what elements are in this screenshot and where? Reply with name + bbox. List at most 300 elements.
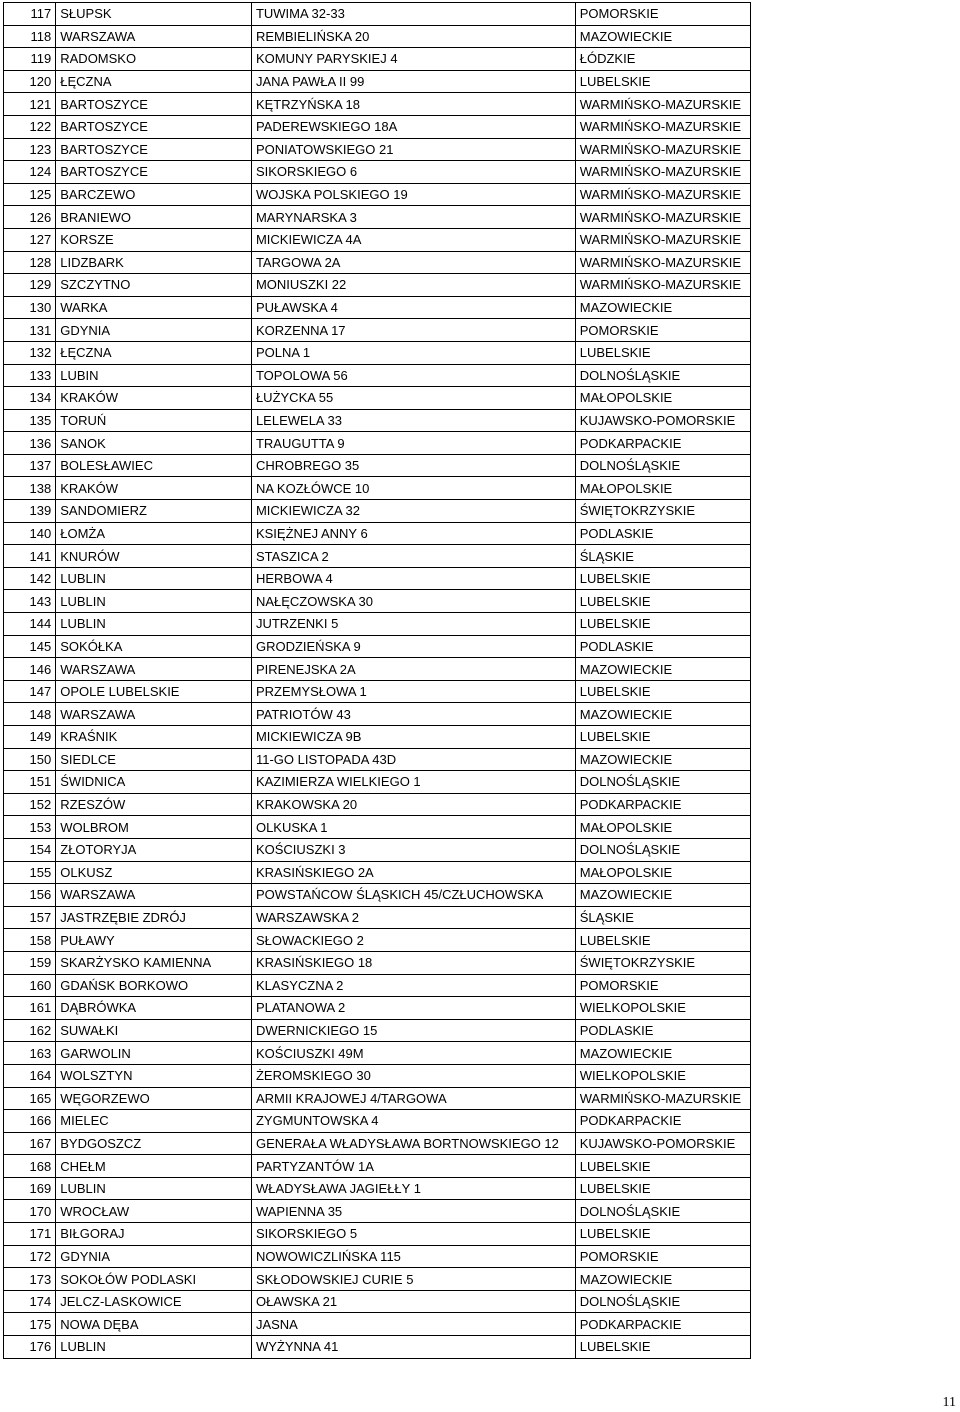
row-number-cell: 122 bbox=[4, 115, 56, 138]
city-cell: NOWA DĘBA bbox=[56, 1313, 252, 1336]
table-row bbox=[4, 1019, 751, 1042]
table-row bbox=[4, 1245, 751, 1268]
row-number-cell: 120 bbox=[4, 70, 56, 93]
voivodeship-cell: MAZOWIECKIE bbox=[575, 703, 750, 726]
row-number-cell: 119 bbox=[4, 48, 56, 71]
row-number-cell: 124 bbox=[4, 161, 56, 184]
table-row bbox=[4, 1313, 751, 1336]
row-number-cell: 160 bbox=[4, 974, 56, 997]
voivodeship-cell: WIELKOPOLSKIE bbox=[575, 1064, 750, 1087]
city-cell: KRAŚNIK bbox=[56, 726, 252, 749]
city-cell: SŁUPSK bbox=[56, 3, 252, 26]
voivodeship-cell: DOLNOŚLĄSKIE bbox=[575, 838, 750, 861]
city-cell: TORUŃ bbox=[56, 409, 252, 432]
city-cell: WOLBROM bbox=[56, 816, 252, 839]
city-cell: BARTOSZYCE bbox=[56, 115, 252, 138]
street-address-cell: NAŁĘCZOWSKA 30 bbox=[251, 590, 575, 613]
row-number-cell: 170 bbox=[4, 1200, 56, 1223]
street-address-cell: KRASIŃSKIEGO 2A bbox=[251, 861, 575, 884]
city-cell: LUBLIN bbox=[56, 613, 252, 636]
table-row bbox=[4, 1087, 751, 1110]
city-cell: WARSZAWA bbox=[56, 703, 252, 726]
row-number-cell: 174 bbox=[4, 1290, 56, 1313]
table-row bbox=[4, 793, 751, 816]
city-cell: BOLESŁAWIEC bbox=[56, 454, 252, 477]
table-row bbox=[4, 1155, 751, 1178]
street-address-cell: KOŚCIUSZKI 49M bbox=[251, 1042, 575, 1065]
row-number-cell: 135 bbox=[4, 409, 56, 432]
table-row bbox=[4, 25, 751, 48]
city-cell: RADOMSKO bbox=[56, 48, 252, 71]
table-row bbox=[4, 680, 751, 703]
table-row bbox=[4, 590, 751, 613]
street-address-cell: OŁAWSKA 21 bbox=[251, 1290, 575, 1313]
row-number-cell: 139 bbox=[4, 500, 56, 523]
city-cell: SANDOMIERZ bbox=[56, 500, 252, 523]
table-row bbox=[4, 838, 751, 861]
locations-table bbox=[3, 2, 751, 1359]
city-cell: BARCZEWO bbox=[56, 183, 252, 206]
voivodeship-cell: KUJAWSKO-POMORSKIE bbox=[575, 409, 750, 432]
row-number-cell: 149 bbox=[4, 726, 56, 749]
voivodeship-cell: WARMIŃSKO-MAZURSKIE bbox=[575, 138, 750, 161]
row-number-cell: 121 bbox=[4, 93, 56, 116]
table-row bbox=[4, 1064, 751, 1087]
row-number-cell: 156 bbox=[4, 884, 56, 907]
row-number-cell: 168 bbox=[4, 1155, 56, 1178]
street-address-cell: WAPIENNA 35 bbox=[251, 1200, 575, 1223]
table-row bbox=[4, 477, 751, 500]
street-address-cell: GRODZIEŃSKA 9 bbox=[251, 635, 575, 658]
row-number-cell: 148 bbox=[4, 703, 56, 726]
voivodeship-cell: LUBELSKIE bbox=[575, 613, 750, 636]
street-address-cell: STASZICA 2 bbox=[251, 545, 575, 568]
row-number-cell: 117 bbox=[4, 3, 56, 26]
row-number-cell: 138 bbox=[4, 477, 56, 500]
voivodeship-cell: WARMIŃSKO-MAZURSKIE bbox=[575, 206, 750, 229]
city-cell: BIŁGORAJ bbox=[56, 1223, 252, 1246]
table-row bbox=[4, 387, 751, 410]
voivodeship-cell: LUBELSKIE bbox=[575, 590, 750, 613]
city-cell: BYDGOSZCZ bbox=[56, 1132, 252, 1155]
table-row bbox=[4, 1200, 751, 1223]
voivodeship-cell: LUBELSKIE bbox=[575, 1336, 750, 1359]
city-cell: WARKA bbox=[56, 296, 252, 319]
row-number-cell: 118 bbox=[4, 25, 56, 48]
street-address-cell: KRASIŃSKIEGO 18 bbox=[251, 951, 575, 974]
street-address-cell: MICKIEWICZA 9B bbox=[251, 726, 575, 749]
table-row bbox=[4, 884, 751, 907]
row-number-cell: 155 bbox=[4, 861, 56, 884]
city-cell: OPOLE LUBELSKIE bbox=[56, 680, 252, 703]
table-row bbox=[4, 658, 751, 681]
city-cell: WOLSZTYN bbox=[56, 1064, 252, 1087]
row-number-cell: 173 bbox=[4, 1268, 56, 1291]
street-address-cell: KORZENNA 17 bbox=[251, 319, 575, 342]
city-cell: ŁĘCZNA bbox=[56, 70, 252, 93]
table-row bbox=[4, 319, 751, 342]
city-cell: GARWOLIN bbox=[56, 1042, 252, 1065]
city-cell: KRAKÓW bbox=[56, 477, 252, 500]
city-cell: KNURÓW bbox=[56, 545, 252, 568]
row-number-cell: 140 bbox=[4, 522, 56, 545]
voivodeship-cell: KUJAWSKO-POMORSKIE bbox=[575, 1132, 750, 1155]
city-cell: JASTRZĘBIE ZDRÓJ bbox=[56, 906, 252, 929]
voivodeship-cell: POMORSKIE bbox=[575, 3, 750, 26]
street-address-cell: CHROBREGO 35 bbox=[251, 454, 575, 477]
table-row bbox=[4, 613, 751, 636]
table-row bbox=[4, 1042, 751, 1065]
city-cell: LUBIN bbox=[56, 364, 252, 387]
table-row bbox=[4, 748, 751, 771]
table-row bbox=[4, 432, 751, 455]
city-cell: SANOK bbox=[56, 432, 252, 455]
row-number-cell: 152 bbox=[4, 793, 56, 816]
row-number-cell: 129 bbox=[4, 274, 56, 297]
table-row bbox=[4, 1268, 751, 1291]
table-row bbox=[4, 635, 751, 658]
street-address-cell: ŻEROMSKIEGO 30 bbox=[251, 1064, 575, 1087]
voivodeship-cell: PODKARPACKIE bbox=[575, 1313, 750, 1336]
city-cell: ŁOMŻA bbox=[56, 522, 252, 545]
row-number-cell: 171 bbox=[4, 1223, 56, 1246]
voivodeship-cell: POMORSKIE bbox=[575, 319, 750, 342]
street-address-cell: WŁADYSŁAWA JAGIEŁŁY 1 bbox=[251, 1177, 575, 1200]
row-number-cell: 158 bbox=[4, 929, 56, 952]
row-number-cell: 137 bbox=[4, 454, 56, 477]
street-address-cell: SIKORSKIEGO 5 bbox=[251, 1223, 575, 1246]
city-cell: JELCZ-LASKOWICE bbox=[56, 1290, 252, 1313]
street-address-cell: WARSZAWSKA 2 bbox=[251, 906, 575, 929]
city-cell: SOKOŁÓW PODLASKI bbox=[56, 1268, 252, 1291]
voivodeship-cell: DOLNOŚLĄSKIE bbox=[575, 1290, 750, 1313]
row-number-cell: 146 bbox=[4, 658, 56, 681]
row-number-cell: 175 bbox=[4, 1313, 56, 1336]
city-cell: GDYNIA bbox=[56, 319, 252, 342]
voivodeship-cell: DOLNOŚLĄSKIE bbox=[575, 1200, 750, 1223]
table-row bbox=[4, 274, 751, 297]
street-address-cell: ARMII KRAJOWEJ 4/TARGOWA bbox=[251, 1087, 575, 1110]
row-number-cell: 176 bbox=[4, 1336, 56, 1359]
table-row bbox=[4, 3, 751, 26]
table-row bbox=[4, 1290, 751, 1313]
city-cell: WARSZAWA bbox=[56, 658, 252, 681]
city-cell: SKARŻYSKO KAMIENNA bbox=[56, 951, 252, 974]
table-row bbox=[4, 816, 751, 839]
street-address-cell: SŁOWACKIEGO 2 bbox=[251, 929, 575, 952]
voivodeship-cell: ŁÓDZKIE bbox=[575, 48, 750, 71]
voivodeship-cell: MAZOWIECKIE bbox=[575, 296, 750, 319]
row-number-cell: 127 bbox=[4, 228, 56, 251]
row-number-cell: 147 bbox=[4, 680, 56, 703]
table-row bbox=[4, 296, 751, 319]
voivodeship-cell: MAZOWIECKIE bbox=[575, 1268, 750, 1291]
street-address-cell: PADEREWSKIEGO 18A bbox=[251, 115, 575, 138]
voivodeship-cell: MAZOWIECKIE bbox=[575, 748, 750, 771]
row-number-cell: 167 bbox=[4, 1132, 56, 1155]
city-cell: SIEDLCE bbox=[56, 748, 252, 771]
voivodeship-cell: DOLNOŚLĄSKIE bbox=[575, 364, 750, 387]
city-cell: SOKÓŁKA bbox=[56, 635, 252, 658]
voivodeship-cell: MAŁOPOLSKIE bbox=[575, 477, 750, 500]
voivodeship-cell: PODKARPACKIE bbox=[575, 432, 750, 455]
voivodeship-cell: POMORSKIE bbox=[575, 974, 750, 997]
voivodeship-cell: ŚWIĘTOKRZYSKIE bbox=[575, 500, 750, 523]
table-row bbox=[4, 1132, 751, 1155]
city-cell: BARTOSZYCE bbox=[56, 161, 252, 184]
street-address-cell: 11-GO LISTOPADA 43D bbox=[251, 748, 575, 771]
street-address-cell: KLASYCZNA 2 bbox=[251, 974, 575, 997]
voivodeship-cell: PODKARPACKIE bbox=[575, 1110, 750, 1133]
street-address-cell: MICKIEWICZA 4A bbox=[251, 228, 575, 251]
table-row bbox=[4, 454, 751, 477]
table-row bbox=[4, 974, 751, 997]
table-row bbox=[4, 703, 751, 726]
row-number-cell: 123 bbox=[4, 138, 56, 161]
city-cell: SUWAŁKI bbox=[56, 1019, 252, 1042]
voivodeship-cell: LUBELSKIE bbox=[575, 726, 750, 749]
city-cell: KRAKÓW bbox=[56, 387, 252, 410]
row-number-cell: 163 bbox=[4, 1042, 56, 1065]
table-row bbox=[4, 929, 751, 952]
table-row bbox=[4, 228, 751, 251]
row-number-cell: 145 bbox=[4, 635, 56, 658]
table-row bbox=[4, 251, 751, 274]
row-number-cell: 141 bbox=[4, 545, 56, 568]
street-address-cell: TRAUGUTTA 9 bbox=[251, 432, 575, 455]
city-cell: PUŁAWY bbox=[56, 929, 252, 952]
table-row bbox=[4, 93, 751, 116]
row-number-cell: 159 bbox=[4, 951, 56, 974]
street-address-cell: JANA PAWŁA II 99 bbox=[251, 70, 575, 93]
row-number-cell: 172 bbox=[4, 1245, 56, 1268]
voivodeship-cell: WARMIŃSKO-MAZURSKIE bbox=[575, 93, 750, 116]
table-row bbox=[4, 1223, 751, 1246]
street-address-cell: PATRIOTÓW 43 bbox=[251, 703, 575, 726]
voivodeship-cell: WIELKOPOLSKIE bbox=[575, 997, 750, 1020]
row-number-cell: 143 bbox=[4, 590, 56, 613]
street-address-cell: POLNA 1 bbox=[251, 341, 575, 364]
street-address-cell: KĘTRZYŃSKA 18 bbox=[251, 93, 575, 116]
street-address-cell: KSIĘŻNEJ ANNY 6 bbox=[251, 522, 575, 545]
table-row bbox=[4, 500, 751, 523]
voivodeship-cell: MAZOWIECKIE bbox=[575, 884, 750, 907]
row-number-cell: 125 bbox=[4, 183, 56, 206]
voivodeship-cell: ŚLĄSKIE bbox=[575, 545, 750, 568]
voivodeship-cell: WARMIŃSKO-MAZURSKIE bbox=[575, 115, 750, 138]
table-row bbox=[4, 364, 751, 387]
voivodeship-cell: LUBELSKIE bbox=[575, 929, 750, 952]
street-address-cell: TARGOWA 2A bbox=[251, 251, 575, 274]
voivodeship-cell: ŚLĄSKIE bbox=[575, 906, 750, 929]
street-address-cell: KOŚCIUSZKI 3 bbox=[251, 838, 575, 861]
row-number-cell: 134 bbox=[4, 387, 56, 410]
city-cell: LUBLIN bbox=[56, 567, 252, 590]
street-address-cell: LELEWELA 33 bbox=[251, 409, 575, 432]
row-number-cell: 128 bbox=[4, 251, 56, 274]
table-row bbox=[4, 161, 751, 184]
table-row bbox=[4, 545, 751, 568]
city-cell: WROCŁAW bbox=[56, 1200, 252, 1223]
row-number-cell: 162 bbox=[4, 1019, 56, 1042]
voivodeship-cell: WARMIŃSKO-MAZURSKIE bbox=[575, 183, 750, 206]
voivodeship-cell: WARMIŃSKO-MAZURSKIE bbox=[575, 251, 750, 274]
locations-table-body bbox=[4, 3, 751, 1359]
city-cell: DĄBRÓWKA bbox=[56, 997, 252, 1020]
voivodeship-cell: WARMIŃSKO-MAZURSKIE bbox=[575, 1087, 750, 1110]
row-number-cell: 157 bbox=[4, 906, 56, 929]
street-address-cell: MICKIEWICZA 32 bbox=[251, 500, 575, 523]
voivodeship-cell: LUBELSKIE bbox=[575, 341, 750, 364]
table-row bbox=[4, 1110, 751, 1133]
voivodeship-cell: WARMIŃSKO-MAZURSKIE bbox=[575, 161, 750, 184]
table-row bbox=[4, 1177, 751, 1200]
street-address-cell: NA KOZŁÓWCE 10 bbox=[251, 477, 575, 500]
city-cell: LUBLIN bbox=[56, 1336, 252, 1359]
row-number-cell: 151 bbox=[4, 771, 56, 794]
voivodeship-cell: DOLNOŚLĄSKIE bbox=[575, 771, 750, 794]
voivodeship-cell: ŚWIĘTOKRZYSKIE bbox=[575, 951, 750, 974]
city-cell: LUBLIN bbox=[56, 1177, 252, 1200]
row-number-cell: 164 bbox=[4, 1064, 56, 1087]
city-cell: BARTOSZYCE bbox=[56, 138, 252, 161]
street-address-cell: TUWIMA 32-33 bbox=[251, 3, 575, 26]
street-address-cell: TOPOLOWA 56 bbox=[251, 364, 575, 387]
voivodeship-cell: WARMIŃSKO-MAZURSKIE bbox=[575, 228, 750, 251]
voivodeship-cell: LUBELSKIE bbox=[575, 680, 750, 703]
city-cell: BARTOSZYCE bbox=[56, 93, 252, 116]
voivodeship-cell: MAŁOPOLSKIE bbox=[575, 387, 750, 410]
table-row bbox=[4, 115, 751, 138]
table-row bbox=[4, 48, 751, 71]
page-number: 11 bbox=[942, 1395, 956, 1410]
street-address-cell: NOWOWICZLIŃSKA 115 bbox=[251, 1245, 575, 1268]
voivodeship-cell: POMORSKIE bbox=[575, 1245, 750, 1268]
city-cell: OLKUSZ bbox=[56, 861, 252, 884]
voivodeship-cell: PODKARPACKIE bbox=[575, 793, 750, 816]
row-number-cell: 150 bbox=[4, 748, 56, 771]
row-number-cell: 130 bbox=[4, 296, 56, 319]
city-cell: LUBLIN bbox=[56, 590, 252, 613]
voivodeship-cell: DOLNOŚLĄSKIE bbox=[575, 454, 750, 477]
street-address-cell: WOJSKA POLSKIEGO 19 bbox=[251, 183, 575, 206]
table-row bbox=[4, 997, 751, 1020]
street-address-cell: POWSTAŃCOW ŚLĄSKICH 45/CZŁUCHOWSKA bbox=[251, 884, 575, 907]
street-address-cell: PIRENEJSKA 2A bbox=[251, 658, 575, 681]
table-row bbox=[4, 183, 751, 206]
city-cell: WARSZAWA bbox=[56, 884, 252, 907]
table-row bbox=[4, 341, 751, 364]
street-address-cell: SKŁODOWSKIEJ CURIE 5 bbox=[251, 1268, 575, 1291]
street-address-cell: PLATANOWA 2 bbox=[251, 997, 575, 1020]
city-cell: CHEŁM bbox=[56, 1155, 252, 1178]
voivodeship-cell: PODLASKIE bbox=[575, 635, 750, 658]
voivodeship-cell: WARMIŃSKO-MAZURSKIE bbox=[575, 274, 750, 297]
city-cell: ŚWIDNICA bbox=[56, 771, 252, 794]
table-row bbox=[4, 771, 751, 794]
row-number-cell: 136 bbox=[4, 432, 56, 455]
street-address-cell: DWERNICKIEGO 15 bbox=[251, 1019, 575, 1042]
city-cell: KORSZE bbox=[56, 228, 252, 251]
street-address-cell: MARYNARSKA 3 bbox=[251, 206, 575, 229]
table-row bbox=[4, 70, 751, 93]
street-address-cell: WYŻYNNA 41 bbox=[251, 1336, 575, 1359]
city-cell: GDYNIA bbox=[56, 1245, 252, 1268]
street-address-cell: KOMUNY PARYSKIEJ 4 bbox=[251, 48, 575, 71]
street-address-cell: PONIATOWSKIEGO 21 bbox=[251, 138, 575, 161]
street-address-cell: PUŁAWSKA 4 bbox=[251, 296, 575, 319]
row-number-cell: 131 bbox=[4, 319, 56, 342]
row-number-cell: 154 bbox=[4, 838, 56, 861]
street-address-cell: GENERAŁA WŁADYSŁAWA BORTNOWSKIEGO 12 bbox=[251, 1132, 575, 1155]
street-address-cell: HERBOWA 4 bbox=[251, 567, 575, 590]
street-address-cell: PARTYZANTÓW 1A bbox=[251, 1155, 575, 1178]
table-row bbox=[4, 409, 751, 432]
table-row bbox=[4, 726, 751, 749]
city-cell: SZCZYTNO bbox=[56, 274, 252, 297]
table-row bbox=[4, 1336, 751, 1359]
row-number-cell: 144 bbox=[4, 613, 56, 636]
voivodeship-cell: MAŁOPOLSKIE bbox=[575, 816, 750, 839]
voivodeship-cell: LUBELSKIE bbox=[575, 70, 750, 93]
city-cell: ZŁOTORYJA bbox=[56, 838, 252, 861]
row-number-cell: 126 bbox=[4, 206, 56, 229]
street-address-cell: KAZIMIERZA WIELKIEGO 1 bbox=[251, 771, 575, 794]
street-address-cell: ZYGMUNTOWSKA 4 bbox=[251, 1110, 575, 1133]
voivodeship-cell: MAZOWIECKIE bbox=[575, 25, 750, 48]
voivodeship-cell: LUBELSKIE bbox=[575, 1223, 750, 1246]
street-address-cell: PRZEMYSŁOWA 1 bbox=[251, 680, 575, 703]
row-number-cell: 169 bbox=[4, 1177, 56, 1200]
street-address-cell: OLKUSKA 1 bbox=[251, 816, 575, 839]
row-number-cell: 133 bbox=[4, 364, 56, 387]
city-cell: MIELEC bbox=[56, 1110, 252, 1133]
voivodeship-cell: MAŁOPOLSKIE bbox=[575, 861, 750, 884]
row-number-cell: 142 bbox=[4, 567, 56, 590]
table-row bbox=[4, 906, 751, 929]
voivodeship-cell: LUBELSKIE bbox=[575, 1177, 750, 1200]
voivodeship-cell: MAZOWIECKIE bbox=[575, 658, 750, 681]
table-row bbox=[4, 861, 751, 884]
city-cell: GDAŃSK BORKOWO bbox=[56, 974, 252, 997]
street-address-cell: JUTRZENKI 5 bbox=[251, 613, 575, 636]
city-cell: WĘGORZEWO bbox=[56, 1087, 252, 1110]
voivodeship-cell: PODLASKIE bbox=[575, 522, 750, 545]
table-row bbox=[4, 567, 751, 590]
city-cell: LIDZBARK bbox=[56, 251, 252, 274]
table-row bbox=[4, 951, 751, 974]
voivodeship-cell: MAZOWIECKIE bbox=[575, 1042, 750, 1065]
street-address-cell: KRAKOWSKA 20 bbox=[251, 793, 575, 816]
city-cell: RZESZÓW bbox=[56, 793, 252, 816]
row-number-cell: 166 bbox=[4, 1110, 56, 1133]
city-cell: BRANIEWO bbox=[56, 206, 252, 229]
voivodeship-cell: PODLASKIE bbox=[575, 1019, 750, 1042]
city-cell: WARSZAWA bbox=[56, 25, 252, 48]
row-number-cell: 132 bbox=[4, 341, 56, 364]
row-number-cell: 153 bbox=[4, 816, 56, 839]
street-address-cell: JASNA bbox=[251, 1313, 575, 1336]
voivodeship-cell: LUBELSKIE bbox=[575, 567, 750, 590]
row-number-cell: 161 bbox=[4, 997, 56, 1020]
street-address-cell: ŁUŻYCKA 55 bbox=[251, 387, 575, 410]
table-row bbox=[4, 522, 751, 545]
city-cell: ŁĘCZNA bbox=[56, 341, 252, 364]
voivodeship-cell: LUBELSKIE bbox=[575, 1155, 750, 1178]
street-address-cell: REMBIELIŃSKA 20 bbox=[251, 25, 575, 48]
table-row bbox=[4, 138, 751, 161]
street-address-cell: SIKORSKIEGO 6 bbox=[251, 161, 575, 184]
